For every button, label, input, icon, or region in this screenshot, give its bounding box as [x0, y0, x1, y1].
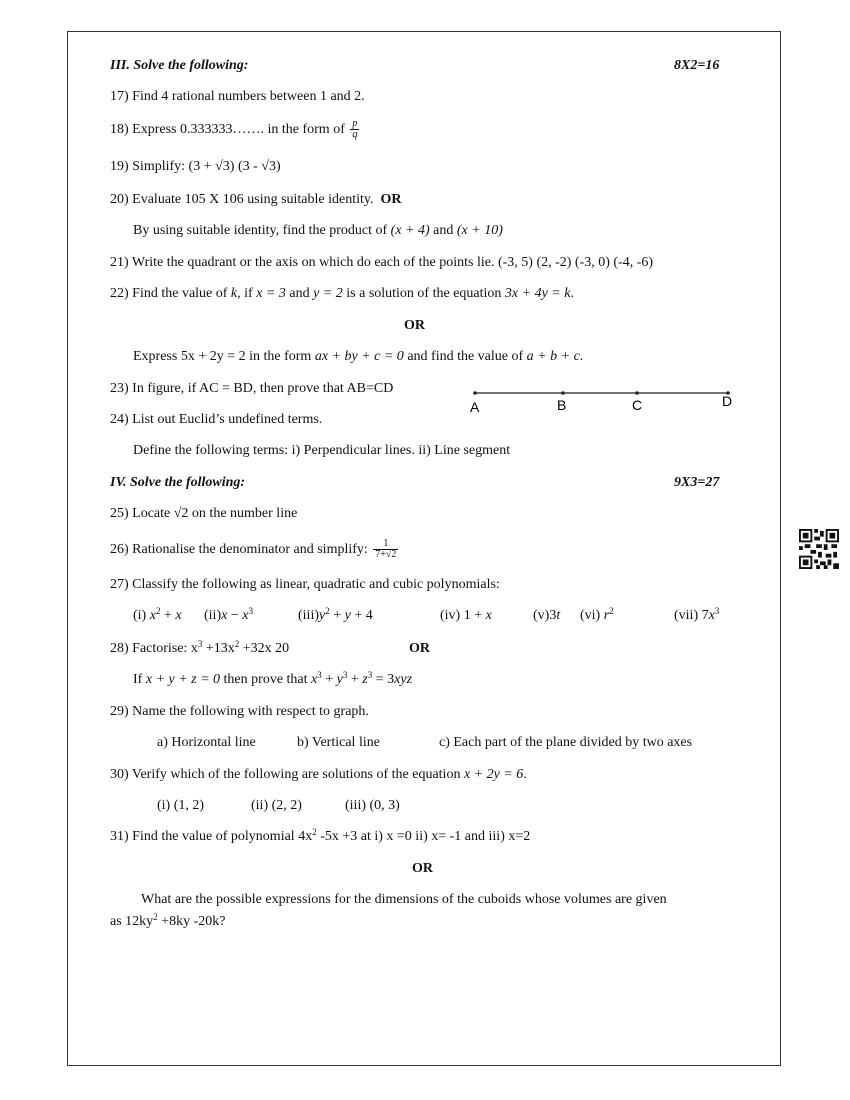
section-3-marks: 8X2=16: [674, 58, 720, 73]
section-4-marks: 9X3=27: [674, 475, 720, 490]
q27-option-iii: $(iii)y^2 + y + 4$: [298, 606, 373, 623]
question-24-alt: Define the following terms: i) Perpendicular lines. ii) Line segment: [133, 443, 511, 458]
question-21: 21) Write the quadrant or the axis on which do each of the points lie. (-3, 5) (2, -2) (-3, 0) (-4, -6): [110, 255, 654, 270]
question-31: 31) Find the value of polynomial $4x^2$ -5x +3 at i) x =0 ii) x= -1 and iii) x=2: [110, 827, 531, 844]
question-30: 30) Verify which of the following are solutions of the equation x + 2y = 6.: [110, 767, 527, 782]
figure-label-d: D: [722, 393, 733, 409]
question-22-alt: Express 5x + 2y = 2 in the form ax + by + c = 0 and find the value of a + b + c.: [133, 349, 584, 364]
q29-option-b: b) Vertical line: [297, 735, 380, 750]
q29-option-c: c) Each part of the plane divided by two axes: [439, 735, 693, 750]
question-24: 24) List out Euclid’s undefined terms.: [110, 412, 323, 427]
q27-option-v: (v)3t: [533, 608, 561, 623]
q27-option-iv: (iv) 1 + x: [440, 608, 492, 623]
figure-label-a: A: [470, 399, 480, 415]
question-27: 27) Classify the following as linear, quadratic and cubic polynomials:: [110, 577, 500, 592]
question-31-alt-line2: as $12ky^2 +8ky$ -20k?: [110, 912, 226, 929]
q27-option-i: (i) $x^2 + x$: [133, 606, 182, 623]
question-18: 18) Express 0.333333……. in the form of $\frac{p}{q}$: [110, 118, 358, 141]
q27-option-vi: (vi) $r^2$: [580, 606, 614, 623]
question-22: 22) Find the value of k, if x = 3 and y = 2 is a solution of the equation 3x + 4y = k.: [110, 286, 574, 301]
question-20: 20) Evaluate 105 X 106 using suitable identity. OR: [110, 192, 402, 207]
question-26: 26) Rationalise the denominator and simplify: $\frac{1}{7+√2}$: [110, 538, 397, 561]
q27-option-vii: (vii) $7x^3$: [674, 606, 720, 623]
q30-option-i: (i) (1, 2): [157, 798, 205, 813]
fraction-p-over-q: $\frac{p}{q}$: [352, 118, 358, 141]
qr-code-icon: [799, 529, 839, 569]
figure-label-c: C: [632, 397, 643, 413]
figure-label-b: B: [557, 397, 567, 413]
q27-option-ii: $(ii)x - x^3$: [204, 606, 253, 623]
or-separator-2: OR: [412, 861, 433, 876]
fraction-rationalise: $\frac{1}{7+√2}$: [375, 538, 397, 561]
figure-point-b: [561, 391, 565, 395]
q29-option-a: a) Horizontal line: [157, 735, 256, 750]
section-3-title: III. Solve the following:: [110, 58, 249, 73]
figure-point-c: [635, 391, 639, 395]
section-4-title: IV. Solve the following:: [110, 475, 246, 490]
question-17: 17) Find 4 rational numbers between 1 and 2.: [110, 89, 365, 104]
figure-point-a: [473, 391, 477, 395]
question-19: 19) Simplify: (3 + √3) (3 - √3): [110, 159, 281, 174]
q30-option-iii: (iii) (0, 3): [345, 798, 400, 813]
question-23: 23) In figure, if AC = BD, then prove that AB=CD: [110, 381, 394, 396]
question-29: 29) Name the following with respect to graph.: [110, 704, 369, 719]
question-25: 25) Locate √2 on the number line: [110, 506, 298, 521]
question-20-alt: By using suitable identity, find the product of (x + 4) and (x + 10): [133, 223, 503, 238]
q30-option-ii: (ii) (2, 2): [251, 798, 302, 813]
question-28: 28) Factorise: $x^3 +13x^2 +32x$ 20: [110, 639, 290, 656]
line-segment-figure: [466, 384, 738, 418]
or-separator-1: OR: [404, 318, 425, 333]
question-28-alt: If x + y + z = 0 then prove that $x^3 + y^3 + z^3 = 3xyz$: [133, 670, 413, 687]
or-separator-q28: OR: [409, 641, 430, 656]
question-31-alt-line1: What are the possible expressions for the dimensions of the cuboids whose volumes are given: [141, 892, 667, 907]
